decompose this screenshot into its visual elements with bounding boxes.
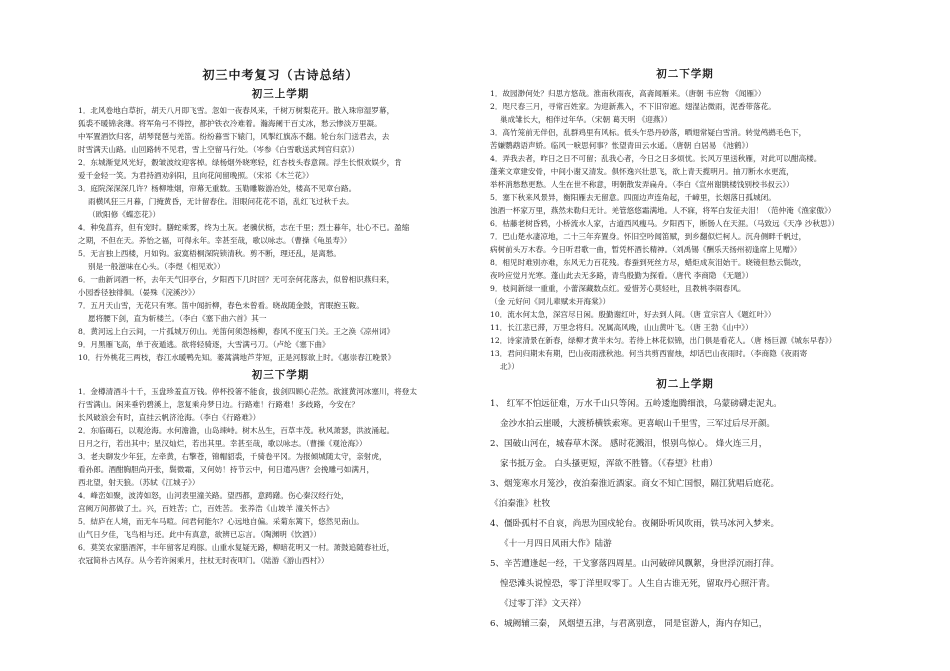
poem-line: 爱千金轻一笑。为君持酒劝斜阳，且向花间留晚照。（宋祁《木兰花》）: [78, 171, 314, 180]
poem-line: 《泊秦淮》杜牧: [490, 499, 551, 509]
poem-line: （金 元好问《同儿辈赋未开海棠》）: [490, 297, 611, 306]
poem-line: 5．結庐在人境，而无车马喧。问君何能尔？心远地自偏。采菊东篱下，悠然见南山。: [78, 517, 364, 526]
poem-line: 3、烟笼寒水月笼沙，夜泊秦淮近酒家。商女不知亡国恨，隔江犹唱后庭花。: [490, 479, 780, 489]
poem-line: 苦嫌鹦鹉语声娇。临风一唳思何事？怅望青田云水遥。（唐朝 白居易 《池鹤》）: [490, 141, 754, 150]
poem-line: 病树前头万木春。今日听君歌一曲，暂凭杯酒长精神。（刘禹锡《酬乐天扬州初逢席上见赠》）: [490, 245, 802, 254]
poem-line: 宫阙万间都做了土。兴，百姓苦；亡，百姓苦。 张养浩《山坡羊 潼关怀古》: [78, 504, 334, 513]
poem-line: 1、 红军不怕远征难，万水千山只等闲。五岭逶迤腾细浪，乌蒙磅礴走泥丸。: [490, 399, 782, 409]
poem-line: 5．塞下秋来风景异，衡阳雁去无留意。四面边声连角起，千嶂里，长烟落日孤城闭。: [490, 193, 776, 202]
poem-line: 愿将腰下剑，直为斩楼兰。（李白《塞下曲六首》其一: [88, 314, 267, 323]
poem-line: 举杯消愁愁更愁。人生在世不称意，明朝散发弄扁舟。（李白《宣州谢朓楼饯别校书叔云》）: [490, 180, 794, 189]
poem-line: 1．金樽清酒斗十千，玉盘珍羞直万钱。停杯投箸不能食，拔剑四顾心茫然。欲渡黄河冰塞川，将登太: [78, 387, 417, 396]
poem-line: 家书抵万金。 白头搔更短，浑欲不胜簪。（《春望》杜甫）: [500, 459, 718, 469]
poem-line: 5．无言独上西楼，月如钩。寂寞梧桐深院锁清秋。剪不断，理还乱，是离愁。: [78, 249, 342, 258]
poem-line: 6．枯藤老树昏鸦，小桥流水人家，古道西风瘦马。夕阳西下，断肠人在天涯。（马致远《天净 沙秋思》）: [490, 219, 839, 228]
poem-line: 时雪满天山路。山回路转不见君，雪上空留马行处。（岑参《白雪歌送武判官归京》）: [78, 145, 359, 154]
poem-line: 5、辛苦遭逢起一经，干戈寥落四周星。山河破碎风飘絮，身世浮沉雨打萍。: [490, 559, 780, 569]
poem-line: 3．庭院深深深几许？杨柳堆烟，帘幕无重数。玉勒雕鞍游冶处，楼高不见章台路。: [78, 184, 357, 193]
section-title: 初三下学期: [251, 369, 310, 381]
poem-line: 4．种兔菖弃，但有宠时。膳蛇乘雾，终为土灰。老骥伏枥，志在千里；烈士暮年，壮心不已。盈缩: [78, 223, 410, 232]
poem-line: 8．黄河远上白云间，一片孤城万仞山。羌笛何须怨杨柳，春风不度玉门关。王之涣《凉州词》: [78, 327, 395, 336]
poem-line: 小园香径独徘徊。（晏殊《浣溪沙》）: [78, 288, 200, 297]
poem-line: 9．月黑雁飞高，单于夜遁逃。欲将轻骑逐，大雪满弓刀。（卢纶《塞下曲》: [78, 340, 330, 349]
page-title: 初三中考复习（古诗总结）: [202, 68, 359, 82]
poem-line: 《十一月四日风雨大作》陆游: [500, 539, 612, 549]
poem-line: 蓬莱文章建安骨，中间小谢又清发。俱怀逸兴壮思飞，欲上青天揽明月。抽刀断水水更流，: [490, 167, 794, 176]
poem-line: 巢成雏长大，相伴过年华。（宋朝 葛天明 《迎燕》）: [500, 115, 672, 124]
poem-line: 北》）: [500, 362, 519, 371]
poem-line: 惶恐滩头说惶恐，零丁洋里叹零丁。人生自古谁无死，留取丹心照汗青。: [500, 579, 776, 589]
poem-line: 6．莫笑农家腊酒浑，丰年留客足鸡豚。山重水复疑无路，柳暗花明又一村。萧鼓追随春社近，: [78, 543, 395, 552]
poem-line: 1．故园渺何处？归思方悠哉。淮南秋雨夜，高斋闻雁来。（唐朝 韦应物 《闻雁》）: [490, 89, 766, 98]
poem-line: 4．弄我去者，昨日之日不可留；乱我心者，今日之日多烦忧。长风万里送秋雁，对此可以酣高楼。: [490, 154, 822, 163]
poem-line: 夜吟应觉月光寒。蓬山此去无多路，青鸟殷勤为探看。（唐代 李商隐 《无题》）: [490, 271, 754, 280]
poem-line: 9．枝间新绿一重重，小蕾深藏数点红。爱惜芳心莫轻吐，且教桃李闹春风。: [490, 284, 746, 293]
poem-line: 13．君问归期未有期，巴山夜雨涨秋池。何当共剪西窗烛，却话巴山夜雨时。（李商隐《夜雨寄: [490, 349, 808, 358]
poem-line: 雨横风狂三月暮，门掩黄昏，无计留春住。泪眼问花花不语，乱红飞过秋千去。: [88, 197, 354, 206]
poem-line: 3．高竹笼前无伴侣，乱群鸡里有风标。低头乍恐丹砂落，晒翅常疑白雪消。转觉鸬鹚毛色下，: [490, 128, 807, 137]
poem-line: 7．巴山楚水凄凉地，二十三年弃置身。怀旧空吟闻笛赋，到乡翻似烂柯人。沉舟侧畔千帆过，: [490, 232, 807, 241]
poem-line: 7．五月天山雪，无花只有寒。笛中闻折柳，春色未曾看。晓战随金鼓，宵眠抱玉鞍。: [78, 301, 364, 310]
poem-line: 2．东临碣石，以观沧海。水何澹澹，山岛竦峙。树木丛生，百草丰茂。秋风萧瑟，洪波涌起。: [78, 426, 395, 435]
poem-line: 浊酒一杯家万里，燕然未勒归无计。羌管悠悠霜满地。人不寐，将军白发征夫泪！（范仲淹《渔家傲》）: [490, 206, 836, 215]
poem-line: 6、城阙辅三秦， 风烟望五津，与君离别意， 同是宦游人，海内存知己，: [490, 619, 768, 629]
poem-line: 4．峰峦如聚，波涛如怒，山河表里潼关路。望西都，意踌躇。伤心秦汉经行处，: [78, 491, 349, 500]
section-title: 初三上学期: [251, 88, 310, 100]
poem-line: 行雪满山。闲来垂钓碧溪上，忽复乘舟梦日边。行路难！行路难！多歧路，今安在？: [78, 400, 359, 409]
poem-line: 10．行外桃花三两枝，春江水暖鸭先知。蒌蒿满地芦芽短，正是河豚欲上时。《惠崇春江晚景》: [78, 353, 396, 362]
poem-line: 8．相见时难别亦难，东风无力百花残。春蚕到死丝方尽，蜡炬成灰泪始干。晓镜但愁云鬓改，: [490, 258, 807, 267]
poem-line: 10．流水何太急，深宫尽日闲。殷勤谢红叶，好去到人间。（唐 宣宗宫人《题红叶》）: [490, 310, 776, 319]
poem-line: 2．咫尺春三月，寻常百姓家。为迎新燕入，不下旧帘遮。翅湿沾微雨，泥香带落花。: [490, 102, 776, 111]
poem-line: 中军置酒饮归客，胡琴琵琶与羌笛。纷纷暮雪下辕门，风掣红旗冻不翻。轮台东门送君去，去: [78, 132, 390, 141]
section-title: 初二上学期: [656, 378, 714, 390]
poem-line: 西北望，射天狼。（苏轼《江城子》）: [78, 478, 200, 487]
poem-line: 11．长江悲已滞，万里念将归。况属高风晚，山山黄叶飞。（唐 王勃《山中》）: [490, 323, 753, 332]
poem-line: 金沙水拍云崖暖，大渡桥横铁索寒。更喜岷山千里雪，三军过后尽开颜。: [500, 419, 776, 429]
left-column: [78, 60, 483, 567]
poem-line: 1．北风卷地白草折，胡天八月即飞雪。忽如一夜春风来，千树万树梨花开。散入珠帘湿罗幕，: [78, 106, 395, 115]
poem-line: 看孙郎。酒酣胸胆尚开张，鬓微霜，又何妨！持节云中，何日遣冯唐？会挽雕弓如满月，: [78, 465, 375, 474]
poem-line: 日月之行，若出其中；星汉灿烂，若出其里。幸甚至哉，歌以咏志。（曹操《观沧海》）: [78, 439, 367, 448]
poem-line: 6．一曲新词酒一杯，去年天气旧亭台，夕阳西下几时回？无可奈何花落去，似曾相识燕归来，: [78, 275, 395, 284]
poem-line: 4、僵卧孤村不自哀，尚思为国戍轮台。夜阑卧听风吹雨，铁马冰河入梦来。: [490, 519, 780, 529]
poem-line: 3．老夫聊发少年狂，左牵黄，右擎苍，锦帽貂裘，千骑卷平冈。为报倾城随太守，亲射虎，: [78, 452, 387, 461]
poem-line: 2、国破山河在，城春草木深。 感时花溅泪，恨别鸟惊心。 烽火连三月，: [490, 439, 768, 449]
poem-line: 12．诗家清景在新春，绿柳才黄半未匀。若待上林花似锦，出门俱是看花人。（唐 杨巨源《城东早春》）: [490, 336, 837, 345]
poem-line: 衣冠简朴古风存。从今若许闲乘月，拄杖无时夜叩门。（陆游《游山西村》）: [78, 556, 329, 565]
poem-line: 狐裘不暖锦衾薄。将军角弓不得控，都护铁衣冷难着。瀚海阑干百丈冰，愁云惨淡万里凝。: [78, 119, 382, 128]
poem-line: 别是一般滋味在心头。（李煜《相见欢》）: [88, 262, 225, 271]
poem-line: （欧阳修《蝶恋花》）: [88, 210, 161, 219]
poem-line: 2．东城渐觉风光好，縠皱波纹迎客棹。绿杨烟外晓寒轻，红杏枝头春意闹。浮生长恨欢娱少，肯: [78, 158, 402, 167]
right-column: [490, 60, 880, 634]
section-title: 初二下学期: [656, 68, 714, 80]
poem-line: 山气日夕佳，飞鸟相与还。此中有真意，欲辨已忘言。（陶渊明《饮酒》）: [78, 530, 321, 539]
poem-line: 长风破浪会有时，直挂云帆济沧海。（李白《行路难》）: [78, 413, 261, 422]
poem-line: 《过零丁洋》文天祥）: [500, 599, 586, 609]
poem-line: 之期，不但在天。养怡之福，可得永年。幸甚至哉，歌以咏志。（曹操《龟虽寿》）: [78, 236, 352, 245]
